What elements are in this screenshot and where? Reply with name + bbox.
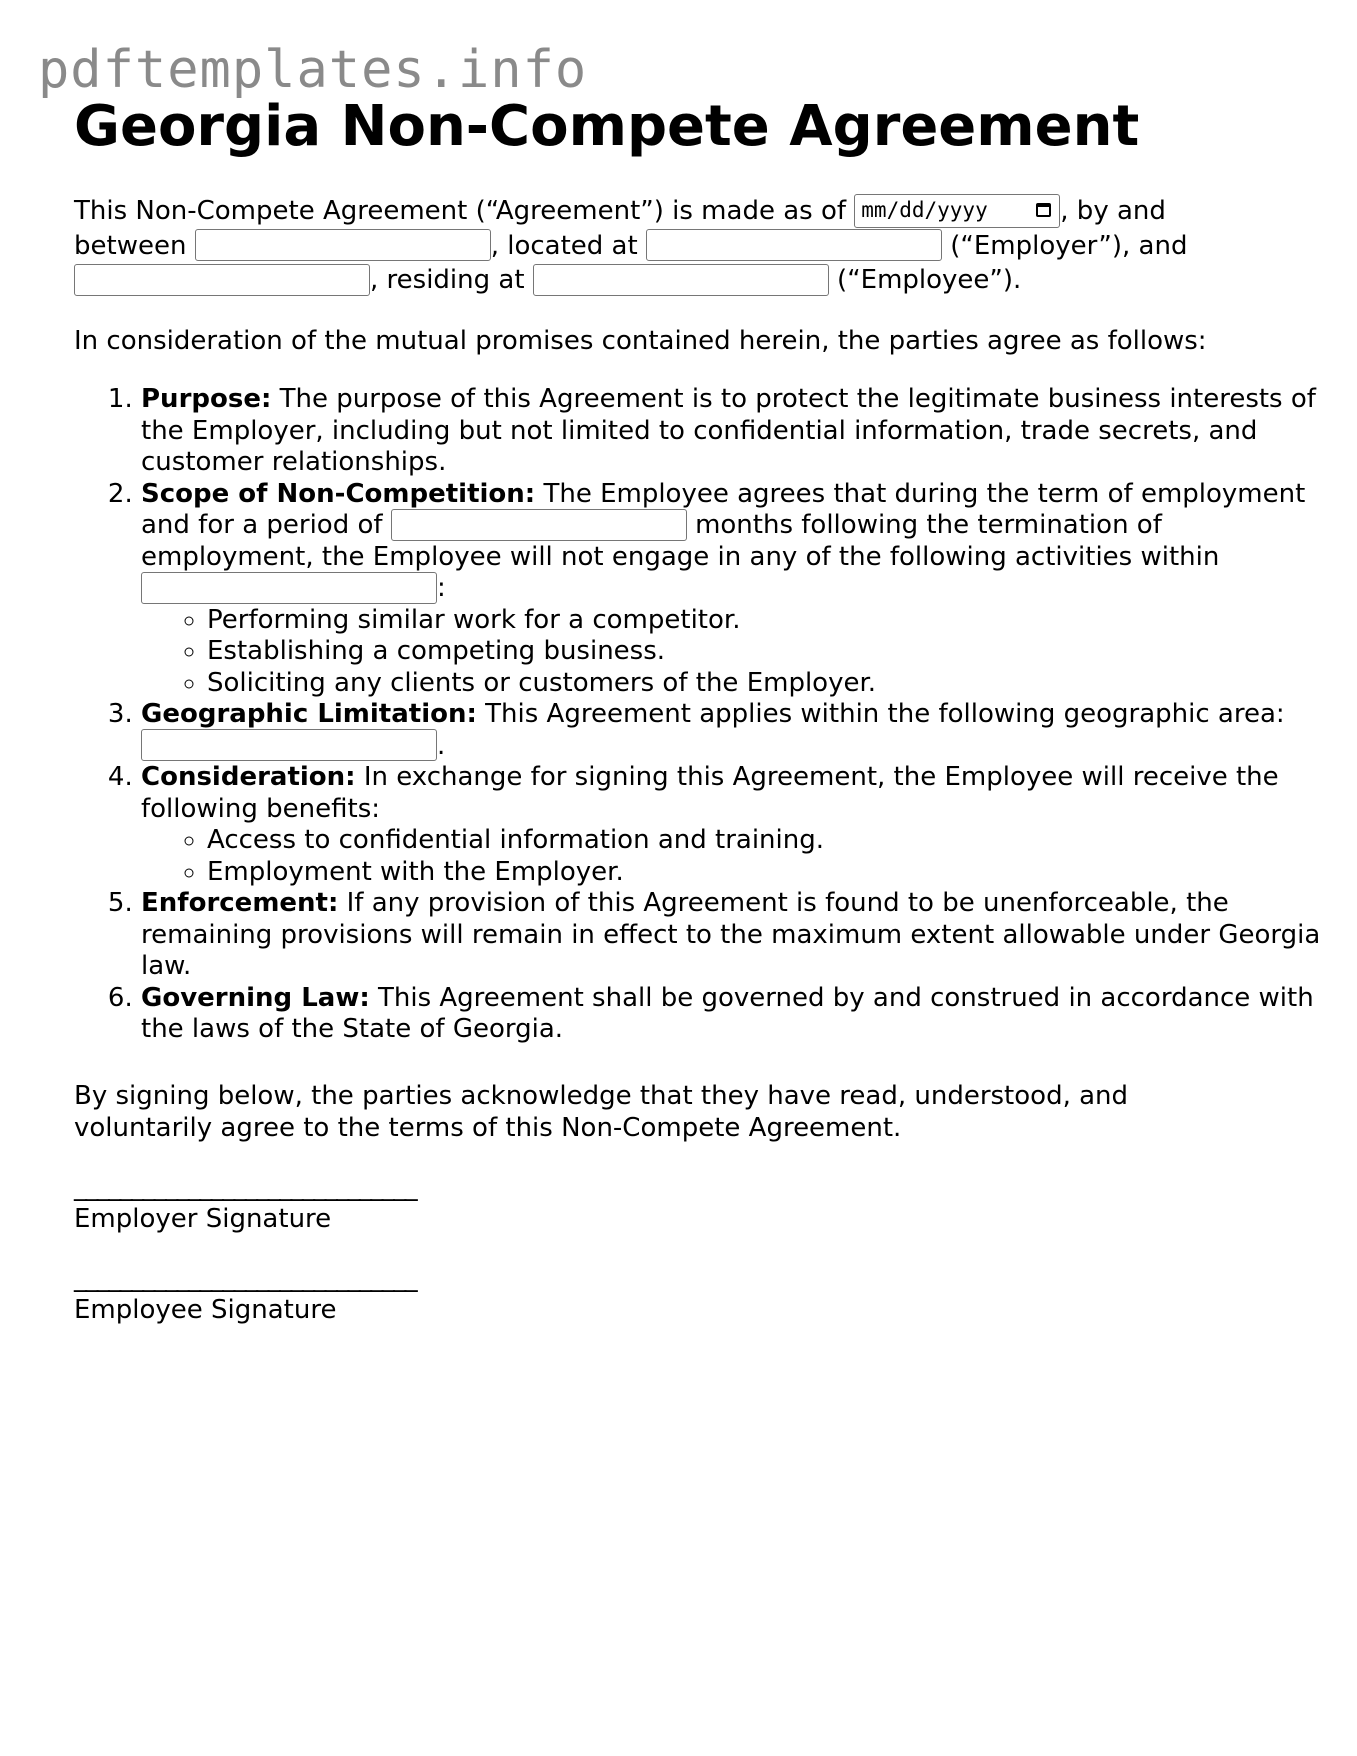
clause-text: The purpose of this Agreement is to protect the legitimate business interests of the Employer, including but not limited to confidential information, trade secrets, and customer relationships. [141,384,1316,477]
intro-text: , located at [490,230,638,261]
agreement-date-input[interactable] [854,194,1060,228]
list-item: ◦ Performing similar work for a competitor. [207,605,1341,637]
list-item: ◦ Access to confidential information and training. [207,825,1341,857]
date-placeholder: mm/dd/yyyy [861,197,988,222]
clause-text: If any provision of this Agreement is found to be unenforceable, the remaining provisions will remain in effect to the maximum extent allowable under Georgia law. [141,888,1321,981]
period-months-input[interactable] [391,509,687,541]
clause-list [74,384,1341,1046]
employee-signature-block [74,1263,416,1326]
restricted-activities-list [141,605,1341,700]
employee-name-input[interactable] [74,264,370,296]
calendar-icon[interactable] [1036,203,1051,217]
clause-text: The Employee agrees that during the term of employment and for a period of [141,478,1306,540]
intro-text: , residing at [370,265,525,295]
acknowledgement-paragraph: By signing below, the parties acknowledge that they have read, understood, and voluntarily agree to the terms of this Non-Compete Agreement. [74,1081,1129,1143]
consideration-paragraph: In consideration of the mutual promises contained herein, the parties agree as follows: [74,326,1207,356]
clause-text: This Agreement shall be governed by and construed in accordance with the laws of the State of Georgia. [141,982,1314,1044]
intro-text: (“Employee”). [837,265,1022,295]
intro-text: , by and between [74,196,1166,261]
employer-address-input[interactable] [646,229,942,261]
clause-heading: Consideration: [141,762,356,792]
list-item: ◦ Establishing a competing business. [207,636,1341,668]
intro-text: (“Employer”), and [950,230,1188,261]
signature-line: ______________________________ [74,1263,417,1293]
intro-paragraph [74,194,1274,298]
list-item: ◦ Soliciting any clients or customers of the Employer. [207,668,1341,700]
page-title: Georgia Non-Compete Agreement [74,94,1140,159]
clause-heading: Scope of Non-Competition: [141,478,536,509]
clause-heading: Governing Law: [141,982,370,1013]
employee-signature-label: Employee Signature [74,1294,337,1325]
signature-line: ______________________________ [74,1172,417,1202]
clause-text: This Agreement applies within the following geographic area: [476,699,1285,729]
clause-consideration [141,762,1341,888]
clause-enforcement [141,888,1341,983]
list-item: ◦ Employment with the Employer. [207,857,1341,889]
clause-text: In exchange for signing this Agreement, the Employee will receive the following benefits: [141,762,1279,824]
clause-heading: Purpose: [141,384,272,414]
clause-geographic [141,699,1341,762]
clause-governing-law [141,983,1341,1046]
employer-name-input[interactable] [195,229,491,261]
watermark: pdftemplates.info [38,40,588,100]
clause-text: : [437,573,446,603]
employee-address-input[interactable] [533,264,829,296]
employer-signature-block [74,1172,416,1235]
geographic-area-input[interactable] [141,729,437,761]
clause-heading: Enforcement: [141,888,339,918]
employer-signature-label: Employer Signature [74,1203,332,1234]
clause-heading: Geographic Limitation: [141,699,477,729]
clause-purpose [141,384,1341,479]
clause-text: . [437,730,446,761]
benefits-list [141,825,1341,888]
intro-text: This Non-Compete Agreement (“Agreement”) is made as of [74,196,847,226]
activities-area-input[interactable] [141,572,437,604]
clause-scope [141,479,1341,700]
clause-text: months following the termination of employment, the Employee will not engage in any of the following activities within [141,510,1220,572]
